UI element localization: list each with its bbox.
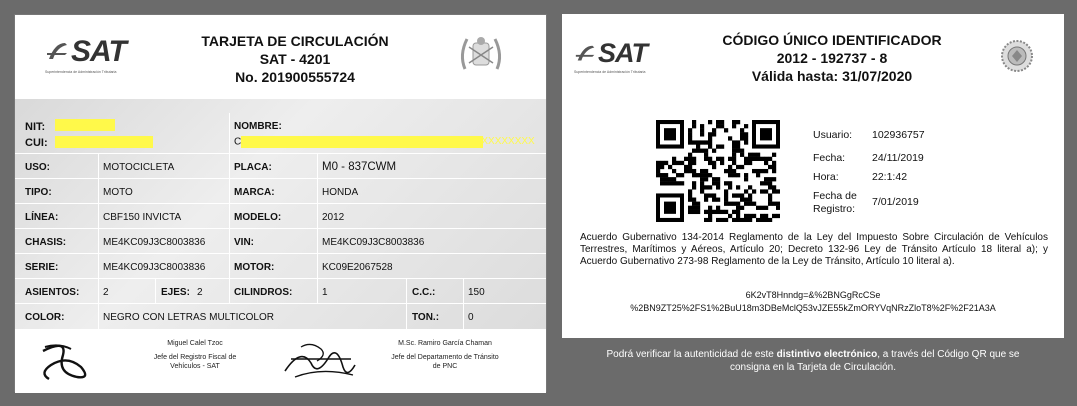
tipo-value: MOTO: [103, 187, 133, 198]
legal-text: Acuerdo Gubernativo 134-2014 Reglamento de la Ley del Impuesto Sobre Circulación de Vehículos Terrestres, Marítimos y Aéreos, Artículo 20; Decreto 132-96 Ley de Tránsito Artículo 18 literal a); y Acuerdo Gubernativo 273-98 Reglamento de la Ley de Tránsito, Artículo 10 literal a).: [580, 232, 1048, 267]
signature-1-image: [37, 337, 95, 385]
vehicle-data-table: [15, 99, 546, 329]
marca-value: HONDA: [322, 187, 359, 198]
color-value: NEGRO CON LETRAS MULTICOLOR: [103, 312, 274, 323]
sat-logo-text: SAT: [71, 35, 126, 68]
sat-logo-text: SAT: [598, 38, 647, 68]
cui-label: CUI:: [25, 137, 48, 149]
card-title-line2: SAT - 4201: [259, 51, 331, 67]
cilindros-value: 1: [322, 287, 328, 298]
modelo-value: 2012: [322, 212, 345, 223]
tarjeta-circulacion-card: [14, 14, 547, 392]
qr-code-image: [656, 120, 780, 222]
row-chasis-vin: [15, 228, 546, 253]
signature-2-caption: [370, 339, 520, 371]
signature-2-role-1: Jefe del Departamento de Tránsito: [391, 354, 499, 361]
sat-logo-icon: [574, 42, 598, 66]
uso-value: MOTOCICLETA: [103, 162, 175, 173]
ton-value: 0: [468, 312, 474, 323]
verification-code-line1: 6K2vT8Hnndg=&%2BNGgRcCSe: [745, 290, 881, 300]
serie-value: ME4KC09J3C8003836: [103, 262, 206, 273]
sat-logo-right: [574, 38, 647, 74]
sat-logo-subtitle: Superintendencia de Administración Tributaria: [45, 70, 117, 74]
placa-label: PLACA:: [234, 162, 272, 173]
codigo-unico-card: [562, 14, 1064, 392]
asientos-value: 2: [103, 287, 109, 298]
serie-label: SERIE:: [25, 262, 59, 273]
row-uso-placa: [15, 153, 546, 178]
verification-code-line2: %2BN9ZT25%2FS1%2BuU18m3DBeMclQ53vJZE55kZmORYVqNRzZloT8%2F%2F21A3A: [630, 303, 996, 313]
sat-logo: [45, 35, 126, 74]
hora-label: Hora:: [813, 171, 839, 183]
placa-value: M0 - 837CWM: [322, 161, 397, 173]
motor-value: KC09E2067528: [322, 262, 393, 273]
ejes-value: 2: [197, 287, 203, 298]
usuario-label: Usuario:: [813, 129, 853, 141]
row-asientos-cilindros: [15, 278, 546, 303]
fecha-registro-label: Fecha de Registro:: [813, 190, 857, 215]
guatemala-seal-icon: [1000, 36, 1034, 76]
modelo-label: MODELO:: [234, 212, 282, 223]
hora-value: 22:1:42: [872, 171, 908, 183]
linea-value: CBF150 INVICTA: [103, 212, 182, 223]
motor-label: MOTOR:: [234, 262, 275, 273]
marca-label: MARCA:: [234, 187, 275, 198]
code-title-line1: CÓDIGO ÚNICO IDENTIFICADOR: [722, 32, 942, 48]
signature-2-image: [281, 337, 359, 387]
code-title-line2: 2012 - 192737 - 8: [776, 50, 888, 66]
usuario-value: 102936757: [872, 129, 925, 141]
nombre-label: NOMBRE:: [234, 121, 282, 132]
nit-value: [55, 119, 115, 131]
ton-label: TON.:: [412, 312, 440, 323]
chasis-value: ME4KC09J3C8003836: [103, 237, 206, 248]
chasis-label: CHASIS:: [25, 237, 67, 248]
signature-1-caption: [130, 339, 260, 371]
card-title-line1: TARJETA DE CIRCULACIÓN: [201, 33, 389, 49]
row-tipo-marca: [15, 178, 546, 203]
signature-1-role-2: Vehículos - SAT: [170, 363, 220, 370]
signature-1-role-1: Jefe del Registro Fiscal de: [153, 354, 237, 361]
code-title: [702, 31, 962, 85]
vin-value: ME4KC09J3C8003836: [322, 237, 425, 248]
left-header: [15, 15, 546, 99]
card-title-line3: No. 201900555724: [235, 69, 355, 85]
signature-2-name: M.Sc. Ramiro García Chaman: [398, 340, 492, 347]
fecha-registro-value: 7/01/2019: [872, 196, 919, 208]
cui-redacted: XXXXXXXXXXXXX: [55, 136, 153, 148]
row-color-ton: [15, 303, 546, 329]
signature-2-role-2: de PNC: [432, 363, 458, 370]
uso-label: USO:: [25, 162, 50, 173]
distintivo-electronico: distintivo electrónico: [776, 349, 878, 360]
card-title: [175, 32, 415, 86]
cui-value: [55, 136, 153, 148]
vin-label: VIN:: [234, 237, 254, 248]
code-title-line3: Válida hasta: 31/07/2020: [751, 68, 913, 84]
cc-value: 150: [468, 287, 485, 298]
nit-label: NIT:: [25, 121, 46, 133]
color-label: COLOR:: [25, 312, 65, 323]
qr-code[interactable]: [656, 120, 780, 227]
fecha-value: 24/11/2019: [872, 152, 924, 164]
cilindros-label: CILINDROS:: [234, 287, 293, 298]
signatures-area: [15, 329, 546, 393]
fecha-label: Fecha:: [813, 152, 846, 164]
nombre-value: CXXXXXXXXXXXXXXXXXXXXXXXXXXXXXXXXXXXXXXXXXXXX: [234, 136, 535, 148]
row-serie-motor: [15, 253, 546, 278]
nit-redacted: XXXXXXXX: [55, 119, 115, 131]
sat-logo-subtitle: Superintendencia de Administración Tributaria: [574, 70, 646, 74]
row-linea-modelo: [15, 203, 546, 228]
sat-logo-icon: [45, 39, 71, 65]
cc-label: C.C.:: [412, 287, 436, 298]
linea-label: LÍNEA:: [25, 212, 59, 223]
asientos-label: ASIENTOS:: [25, 287, 80, 298]
ejes-label: EJES:: [161, 287, 190, 298]
tipo-label: TIPO:: [25, 187, 52, 198]
verification-footer: Podrá verificar la autenticidad de este distintivo electrónico, a través del Código QR que se consigna en la Tarjeta de Circulación.: [562, 338, 1064, 392]
nombre-redacted: XXXXXXXXXXXXXXXXXXXXXXXXXXXXXXXXXXXXXXXXXXXX: [241, 136, 535, 147]
signature-1-name: Miguel Calel Tzoc: [167, 340, 223, 347]
guatemala-coat-of-arms-icon: [455, 29, 507, 81]
